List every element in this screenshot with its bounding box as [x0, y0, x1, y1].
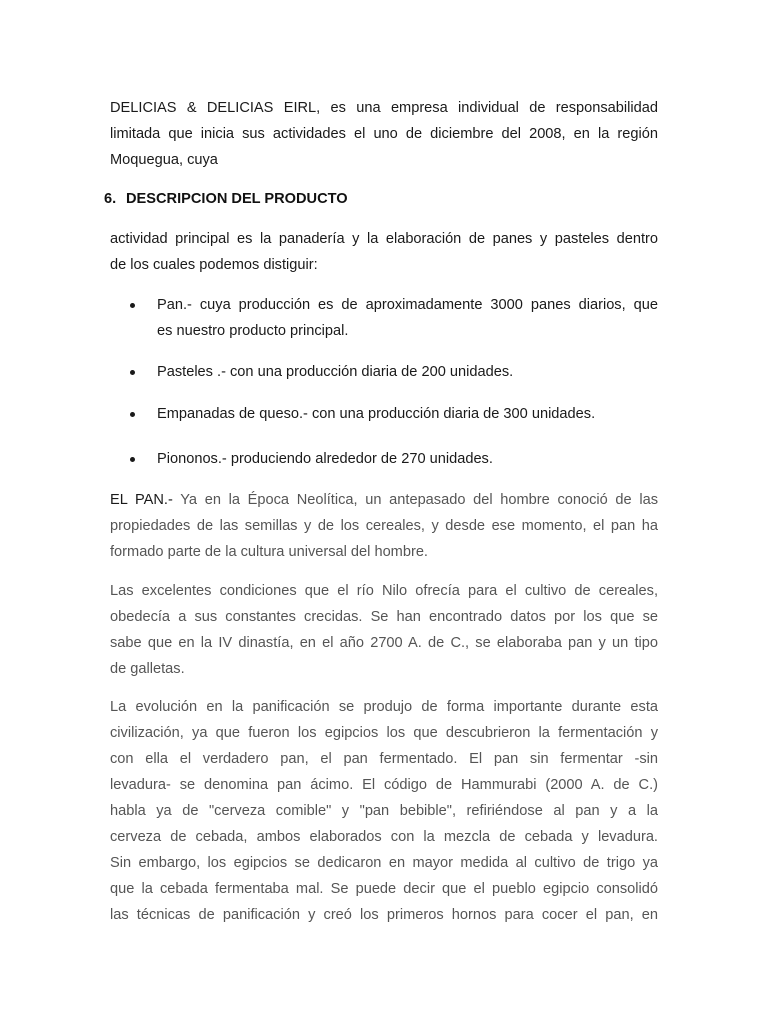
intro-line: DELICIAS & DELICIAS EIRL, es una empresa individual de responsabilidad	[110, 100, 658, 116]
el-pan-paragraph	[110, 487, 658, 565]
evolucion-line: La evolución en la panificación se produjo de forma importante durante esta	[110, 699, 658, 715]
nilo-line: Las excelentes condiciones que el río Nilo ofrecía para el cultivo de cereales,	[110, 583, 658, 599]
intro-line: Moquegua, cuya	[110, 152, 218, 168]
el-pan-label: EL PAN.-	[110, 492, 173, 508]
intro-line: limitada que inicia sus actividades el uno de diciembre del 2008, en la región	[110, 126, 658, 142]
list-item-line: Pasteles .- con una producción diaria de 200 unidades.	[157, 364, 514, 380]
list-item-line: Piononos.- produciendo alrededor de 270 unidades.	[157, 451, 493, 467]
el-pan-line: propiedades de las semillas y de los cereales, y desde ese momento, el pan ha	[110, 518, 658, 534]
evolucion-line: Sin embargo, los egipcios se dedicaron en mayor medida al cultivo de trigo ya	[110, 855, 658, 871]
list-item-line: es nuestro producto principal.	[157, 323, 349, 339]
nilo-paragraph	[110, 578, 658, 682]
bullet-icon	[130, 412, 135, 417]
list-item-line: Empanadas de queso.- con una producción diaria de 300 unidades.	[157, 406, 596, 422]
el-pan-first-line-rest: Ya en la Época Neolítica, un antepasado del hombre conoció de las	[180, 492, 659, 508]
evolucion-line: cerveza de cebada, ambos elaborados con la mezcla de cebada y levadura.	[110, 829, 658, 845]
section-number: 6.	[104, 191, 117, 207]
bullet-icon	[130, 303, 135, 308]
nilo-line: obedecía a sus constantes crecidas. Se han encontrado datos por los que se	[110, 609, 658, 625]
evolucion-line: civilización, ya que fueron los egipcios los que descubrieron la fermentación y	[110, 725, 658, 741]
activity-line: actividad principal es la panadería y la elaboración de panes y pasteles dentro	[110, 231, 658, 247]
evolucion-line: con ella el verdadero pan, el pan fermentado. El pan sin fermentar -sin	[110, 751, 658, 767]
activity-paragraph	[110, 226, 658, 278]
evolucion-line: las técnicas de panificación y creó los primeros hornos para cocer el pan, en	[110, 907, 658, 923]
activity-line: de los cuales podemos distiguir:	[110, 257, 318, 273]
evolucion-line: habla ya de "cerveza comible" y "pan bebible", refiriéndose al pan y a la	[110, 803, 658, 819]
evolucion-line: que la cebada fermentaba mal. Se puede decir que el pueblo egipcio consolidó	[110, 881, 658, 897]
bullet-icon	[130, 457, 135, 462]
el-pan-first-line	[110, 487, 658, 513]
bullet-icon	[130, 370, 135, 375]
section-title: DESCRIPCION DEL PRODUCTO	[126, 191, 348, 207]
list-item-line: Pan.- cuya producción es de aproximadamente 3000 panes diarios, que	[157, 297, 658, 313]
nilo-line: sabe que en la IV dinastía, en el año 2700 A. de C., se elaboraba pan y un tipo	[110, 635, 658, 651]
section-heading	[104, 186, 348, 212]
el-pan-line: formado parte de la cultura universal del hombre.	[110, 544, 428, 560]
evolucion-line: levadura- se denomina pan ácimo. El código de Hammurabi (2000 A. de C.)	[110, 777, 658, 793]
intro-paragraph	[110, 95, 658, 173]
evolucion-paragraph	[110, 694, 658, 928]
nilo-line: de galletas.	[110, 661, 185, 677]
